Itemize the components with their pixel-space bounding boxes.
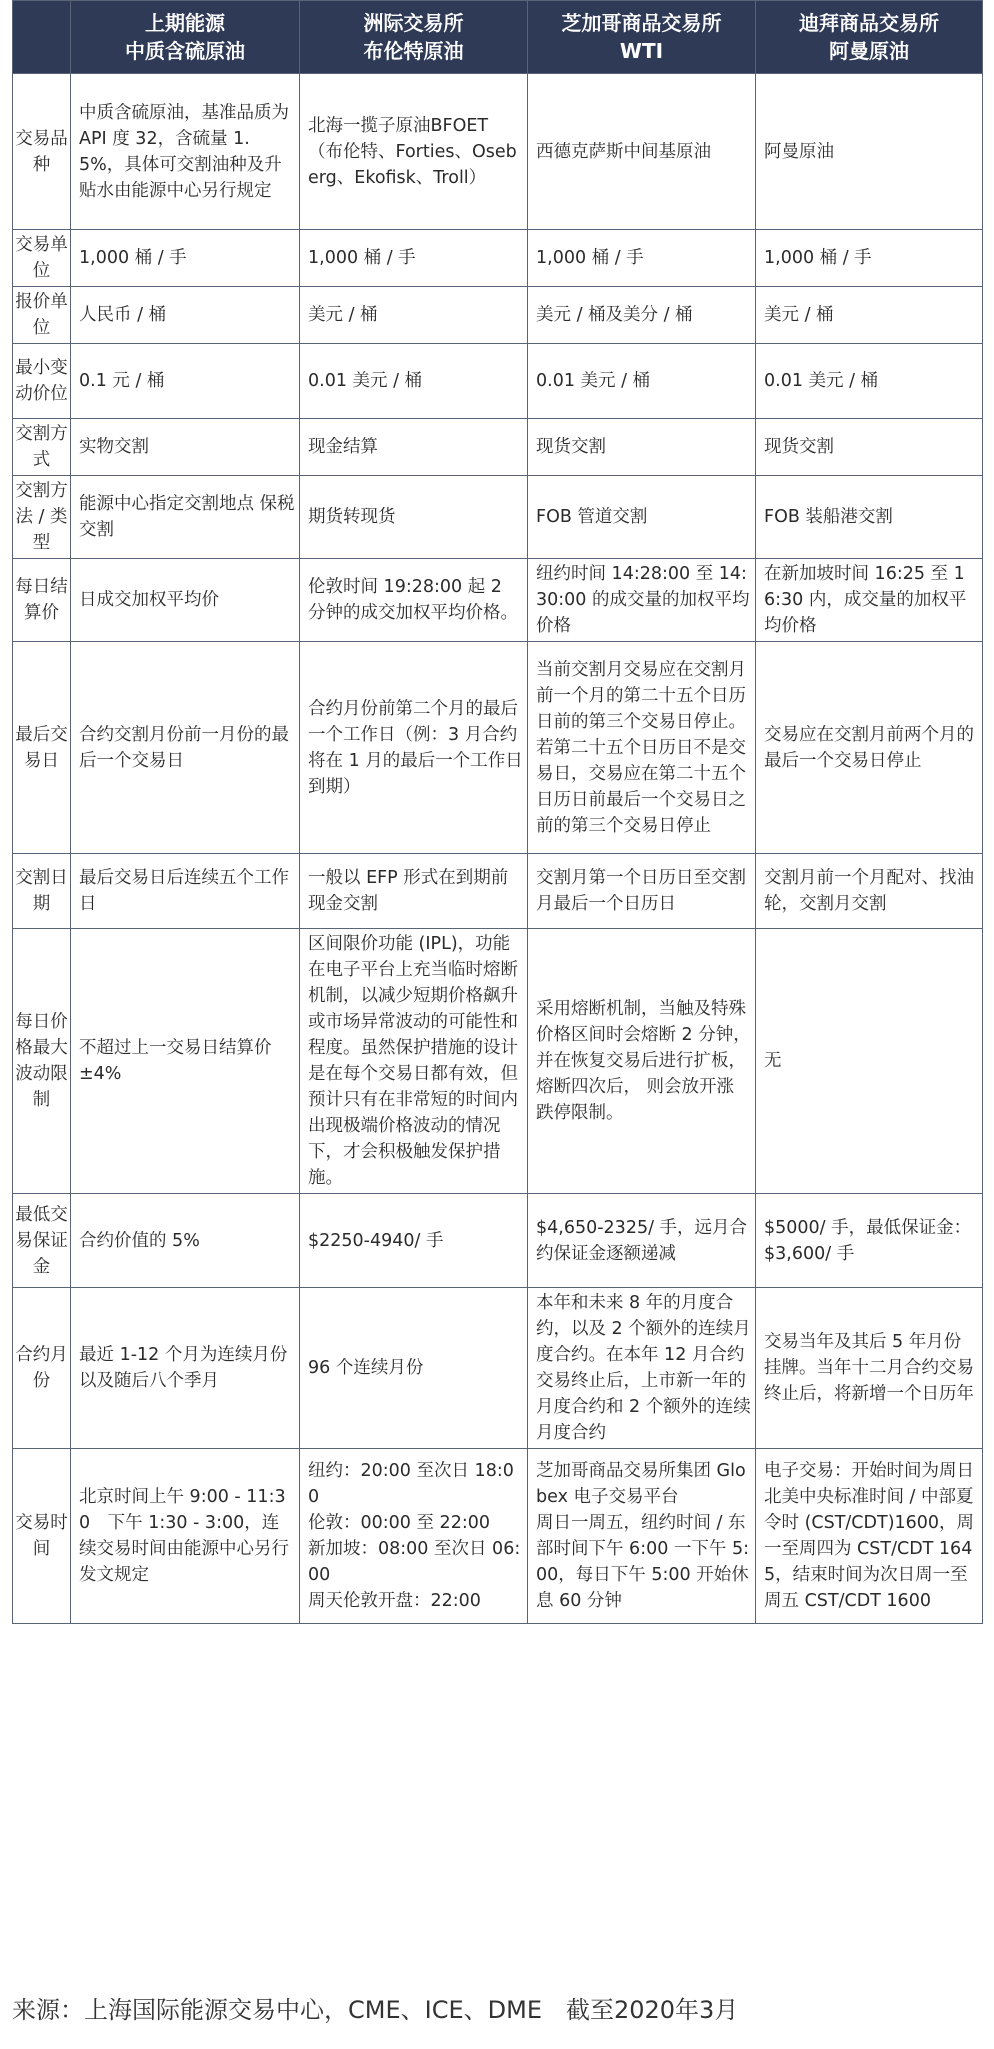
table-cell: 现货交割 [756,419,983,476]
header-corner-cell [13,1,71,74]
table-cell: 最近 1-12 个月为连续月份以及随后八个季月 [71,1288,300,1449]
table-cell: 现货交割 [528,419,756,476]
table-body [13,74,983,1624]
table-cell: 北京时间上午 9:00 - 11:30 下午 1:30 - 3:00，连续交易时间由能源中心另行发文规定 [71,1449,300,1624]
header-line-2: 布伦特原油 [363,39,464,63]
table-cell: 1,000 桶 / 手 [300,230,528,287]
table-cell: 无 [756,929,983,1194]
table-cell: 纽约时间 14:28:00 至 14:30:00 的成交量的加权平均价格 [528,559,756,642]
row-label: 合约月份 [13,1288,71,1449]
table-cell: 当前交割月交易应在交割月前一个月的第二十五个日历日前的第三个交易日停止。若第二十五个日历日不是交易日，交易应在第二十五个日历日前最后一个交易日之前的第三个交易日停止 [528,642,756,854]
table-cell: $2250-4940/ 手 [300,1194,528,1288]
crude-oil-futures-comparison-table [12,0,983,1624]
table-cell: 能源中心指定交割地点 保税交割 [71,476,300,559]
table-cell: 交割月前一个月配对、找油轮，交割月交割 [756,854,983,929]
header-line-2: 阿曼原油 [829,39,909,63]
header-ine-sour-crude [71,1,300,74]
table-cell: FOB 管道交割 [528,476,756,559]
table-cell: 96 个连续月份 [300,1288,528,1449]
table-cell: 0.01 美元 / 桶 [756,344,983,419]
table-cell: 采用熔断机制，当触及特殊价格区间时会熔断 2 分钟， 并在恢复交易后进行扩板，熔断四次后， 则会放开涨跌停限制。 [528,929,756,1194]
table-row [13,559,983,642]
table-cell: 交易当年及其后 5 年月份挂牌。当年十二月合约交易终止后，将新增一个日历年 [756,1288,983,1449]
table-cell: 纽约：20:00 至次日 18:00 伦敦：00:00 至 22:00 新加坡：08:00 至次日 06:00 周天伦敦开盘：22:00 [300,1449,528,1624]
table-row [13,419,983,476]
row-label: 最低交易保证金 [13,1194,71,1288]
row-label: 每日价格最大波动限制 [13,929,71,1194]
table-row [13,476,983,559]
header-cme-wti [528,1,756,74]
table-cell: 0.01 美元 / 桶 [300,344,528,419]
table-cell: 期货转现货 [300,476,528,559]
table-cell: $4,650-2325/ 手，远月合约保证金逐额递减 [528,1194,756,1288]
table-cell: 美元 / 桶 [300,287,528,344]
table-row [13,929,983,1194]
table-row [13,1449,983,1624]
header-line-1: 洲际交易所 [363,11,464,35]
table-header-row [13,1,983,74]
header-ice-brent [300,1,528,74]
table-cell: $5000/ 手，最低保证金：$3,600/ 手 [756,1194,983,1288]
table-row [13,230,983,287]
table-cell: 最后交易日后连续五个工作日 [71,854,300,929]
header-line-1: 上期能源 [145,11,225,35]
header-line-1: 芝加哥商品交易所 [561,11,722,35]
header-line-1: 迪拜商品交易所 [799,11,939,35]
table-cell: 1,000 桶 / 手 [756,230,983,287]
row-label: 最后交易日 [13,642,71,854]
table-cell: 交易应在交割月前两个月的最后一个交易日停止 [756,642,983,854]
table-cell: 合约月份前第二个月的最后一个工作日（例：3 月合约将在 1 月的最后一个工作日到期） [300,642,528,854]
row-label: 交易单位 [13,230,71,287]
table-row [13,854,983,929]
row-label: 每日结算价 [13,559,71,642]
row-label: 交易品种 [13,74,71,230]
header-line-2: 中质含硫原油 [125,39,245,63]
header-dme-oman [756,1,983,74]
table-cell: 在新加坡时间 16:25 至 16:30 内，成交量的加权平均价格 [756,559,983,642]
table-cell: 伦敦时间 19:28:00 起 2 分钟的成交加权平均价格。 [300,559,528,642]
table-cell: 美元 / 桶 [756,287,983,344]
table-cell: 阿曼原油 [756,74,983,230]
table-cell: 中质含硫原油，基准品质为 API 度 32，含硫量 1.5%，具体可交割油种及升贴水由能源中心另行规定 [71,74,300,230]
table-cell: FOB 装船港交割 [756,476,983,559]
table-cell: 一般以 EFP 形式在到期前现金交割 [300,854,528,929]
table-cell: 区间限价功能 (IPL)，功能在电子平台上充当临时熔断机制，以减少短期价格飙升或市场异常波动的可能性和程度。虽然保护措施的设计是在每个交易日都有效，但预计只有在非常短的时间内出现极端价格波动的情况下，才会积极触发保护措施。 [300,929,528,1194]
futures-comparison-panel [12,0,982,1624]
table-cell: 合约价值的 5% [71,1194,300,1288]
table-row [13,344,983,419]
row-label: 交割日期 [13,854,71,929]
table-cell: 交割月第一个日历日至交割月最后一个日历日 [528,854,756,929]
table-cell: 0.01 美元 / 桶 [528,344,756,419]
table-row [13,1288,983,1449]
table-cell: 不超过上一交易日结算价 ±4% [71,929,300,1194]
table-cell: 北海一揽子原油BFOET（布伦特、Forties、Oseberg、Ekofisk、Troll） [300,74,528,230]
row-label: 交割方法 / 类型 [13,476,71,559]
table-cell: 1,000 桶 / 手 [71,230,300,287]
row-label: 最小变动价位 [13,344,71,419]
table-cell: 实物交割 [71,419,300,476]
table-cell: 美元 / 桶及美分 / 桶 [528,287,756,344]
table-cell: 1,000 桶 / 手 [528,230,756,287]
table-cell: 芝加哥商品交易所集团 Globex 电子交易平台 周日一周五，纽约时间 / 东部时间下午 6:00 一下午 5:00，每日下午 5:00 开始休息 60 分钟 [528,1449,756,1624]
table-row [13,642,983,854]
table-row [13,74,983,230]
table-row [13,1194,983,1288]
row-label: 交割方式 [13,419,71,476]
table-cell: 日成交加权平均价 [71,559,300,642]
table-row [13,287,983,344]
table-cell: 本年和未来 8 年的月度合约，以及 2 个额外的连续月度合约。在本年 12 月合约交易终止后，上市新一年的月度合约和 2 个额外的连续月度合约 [528,1288,756,1449]
table-cell: 合约交割月份前一月份的最后一个交易日 [71,642,300,854]
table-cell: 人民币 / 桶 [71,287,300,344]
table-cell: 现金结算 [300,419,528,476]
row-label: 交易时间 [13,1449,71,1624]
row-label: 报价单位 [13,287,71,344]
table-cell: 0.1 元 / 桶 [71,344,300,419]
header-line-2: WTI [619,39,664,63]
table-cell: 西德克萨斯中间基原油 [528,74,756,230]
table-cell: 电子交易：开始时间为周日北美中央标准时间 / 中部夏令时 (CST/CDT)1600，周一至周四为 CST/CDT 1645，结束时间为次日周一至周五 CST/CDT 1600 [756,1449,983,1624]
source-note: 来源：上海国际能源交易中心，CME、ICE、DME 截至2020年3月 [12,1996,739,2024]
